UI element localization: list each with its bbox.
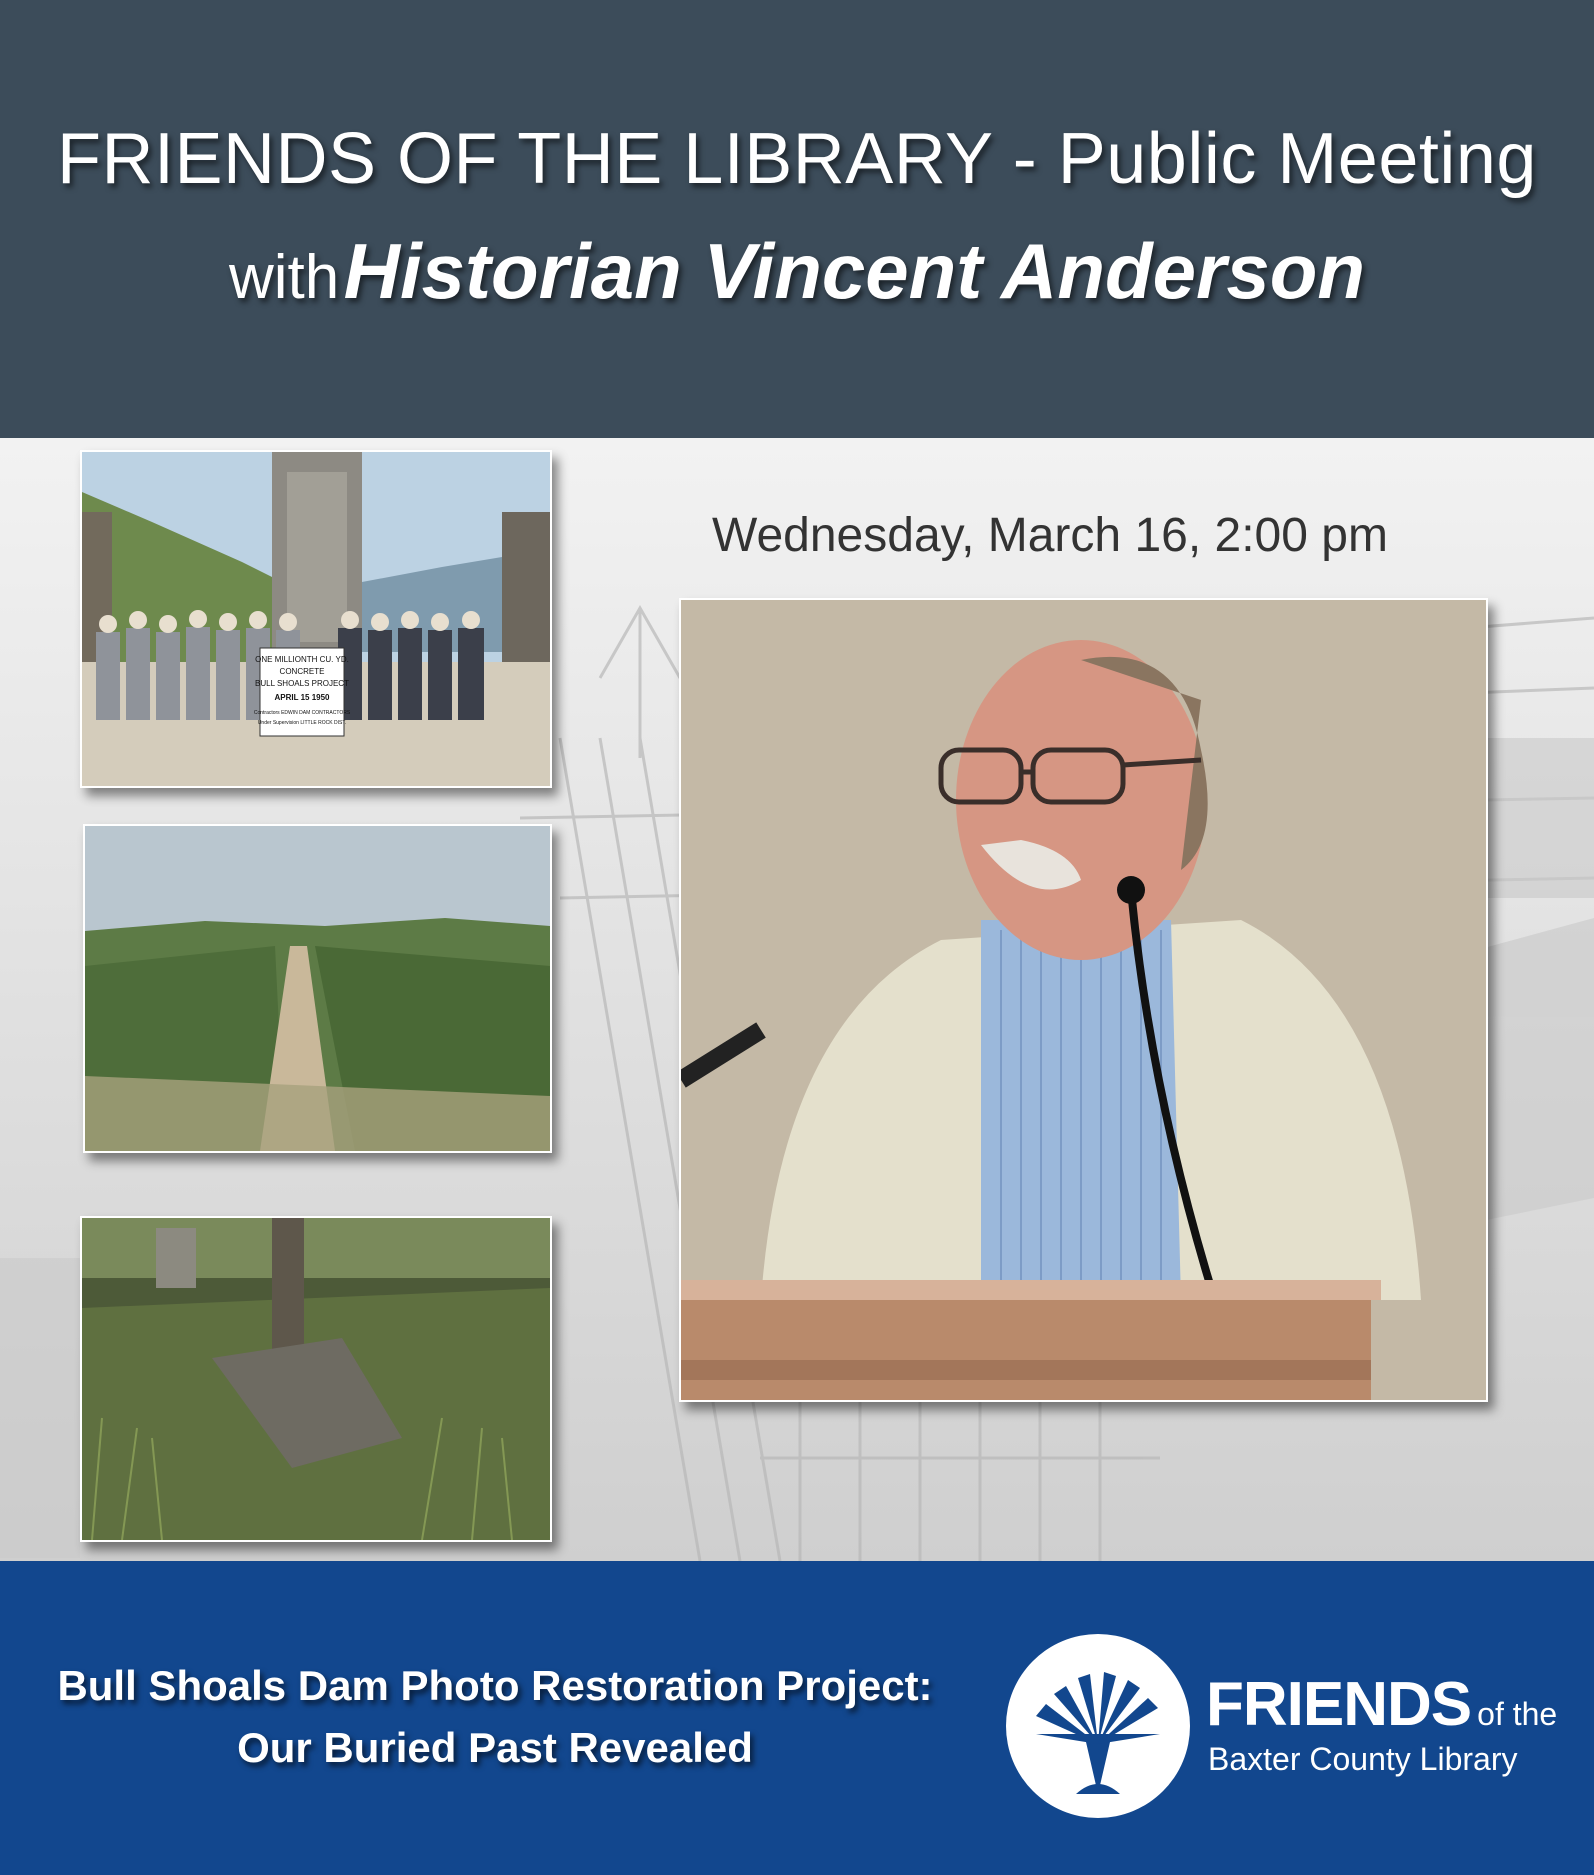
sign-line-2: CONCRETE xyxy=(279,667,325,676)
crew-photo-image xyxy=(82,452,550,786)
project-title-line-2: Our Buried Past Revealed xyxy=(237,1724,753,1771)
sign-line-1: ONE MILLIONTH CU. YD. xyxy=(255,655,349,664)
old-cemetery-photo xyxy=(80,1216,552,1542)
content-area xyxy=(0,438,1594,1561)
tree-book-icon xyxy=(1006,1634,1190,1818)
sign-line-3: BULL SHOALS PROJECT xyxy=(255,679,349,688)
event-subtitle xyxy=(0,226,1594,317)
header-banner xyxy=(0,0,1594,438)
project-title-line-1: Bull Shoals Dam Photo Restoration Project: xyxy=(57,1662,933,1709)
cemetery-photo-image xyxy=(82,1218,550,1540)
forest-clearing-photo xyxy=(83,824,552,1153)
speaker-photo-image xyxy=(681,600,1486,1400)
forest-photo-image xyxy=(85,826,550,1151)
sign-line-4: APRIL 15 1950 xyxy=(274,693,330,702)
logo-org-name: Baxter County Library xyxy=(1208,1741,1518,1777)
speaker-name: Historian Vincent Anderson xyxy=(343,227,1366,315)
logo-friends-text xyxy=(1206,1669,1557,1740)
event-date: Wednesday, March 16, 2:00 pm xyxy=(712,509,1388,562)
logo-of-the: of the xyxy=(1477,1696,1558,1732)
speaker-photo xyxy=(679,598,1488,1402)
library-logo xyxy=(1006,1634,1190,1818)
historic-crew-photo xyxy=(80,450,552,788)
footer-banner xyxy=(0,1561,1594,1875)
event-title: FRIENDS OF THE LIBRARY - Public Meeting xyxy=(57,119,1537,199)
sign-line-5: Contractors EDWIN DAM CONTRACTORS xyxy=(253,710,351,716)
logo-friends-word: FRIENDS xyxy=(1206,1670,1472,1739)
sign-line-6: Under Supervision LITTLE ROCK DIST. xyxy=(257,720,347,726)
subtitle-with: with xyxy=(228,243,340,312)
